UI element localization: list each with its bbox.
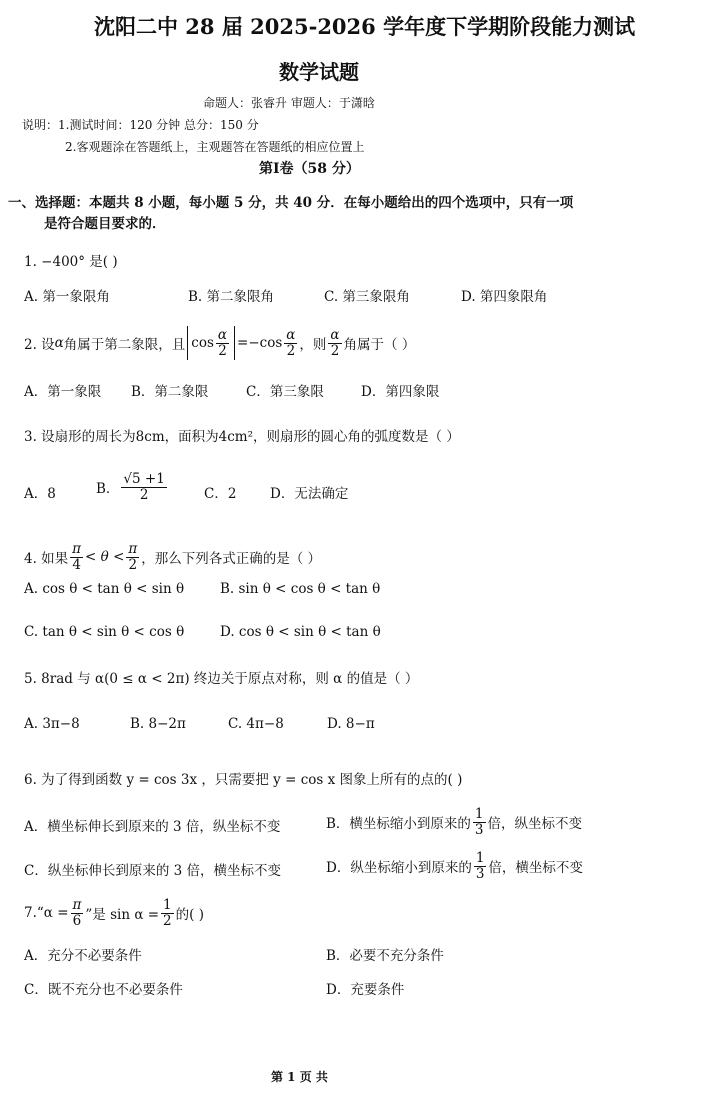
q5-option-b: B. 8−2π: [130, 716, 186, 732]
q6-option-a: A．横坐标伸长到原来的 3 倍，纵坐标不变: [24, 819, 281, 835]
q6-option-b: [326, 800, 582, 844]
q3-option-c: C．2: [204, 486, 237, 502]
q2-text-2: 角属于第二象限，且: [63, 337, 186, 353]
q2-eq: =−cos: [237, 335, 283, 351]
q2-absolute-value: [187, 326, 235, 360]
q4-frac1-den: 4: [72, 556, 81, 573]
q4-frac2-num: π: [128, 541, 138, 558]
q2-frac1-num: α: [217, 327, 228, 344]
q3-option-b-den: 2: [139, 486, 149, 503]
q7-text-3: 的( ): [175, 907, 204, 923]
q2-alpha: α: [54, 335, 64, 351]
q6-option-b-post: 倍，纵坐标不变: [487, 816, 583, 832]
q5-stem: 5. 8rad 与 α(0 ≤ α < 2π) 终边关于原点对称，则 α 的值是（ ）: [24, 671, 419, 687]
q7-option-b: B．必要不充分条件: [326, 948, 444, 964]
q5-option-c: C. 4π−8: [228, 716, 284, 732]
q4-text-2: ，那么下列各式正确的是（ ）: [141, 551, 322, 567]
q2-frac2-den: 2: [286, 342, 296, 359]
q4-fraction-2: [126, 542, 139, 571]
q6-option-b-fraction: [473, 807, 486, 836]
q2-option-d: D．第四象限: [361, 384, 440, 400]
note-line-1: 说明：1.测试时间：120 分钟 总分：150 分: [22, 118, 259, 132]
q2-stem: [24, 323, 415, 363]
q2-frac3-num: α: [330, 327, 340, 344]
q7-stem: [24, 893, 204, 933]
q7-frac2-num: 1: [163, 897, 172, 914]
q4-option-c: C. tan θ < sin θ < cos θ: [24, 624, 185, 640]
q5-option-d: D. 8−π: [327, 716, 375, 732]
q2-text-1: 2. 设: [24, 337, 55, 353]
q3-option-b: [96, 465, 169, 509]
exam-title: 沈阳二中 28 届 2025-2026 学年度下学期阶段能力测试: [94, 14, 636, 39]
q3-option-b-num: √5 +1: [123, 471, 165, 488]
page-footer: 第 1 页 共: [271, 1070, 328, 1084]
q6-option-d-fraction: [474, 851, 487, 880]
q6-option-d-post: 倍，横坐标不变: [488, 860, 583, 876]
q2-frac2-num: α: [286, 327, 296, 344]
q7-frac1-den: 6: [72, 912, 82, 929]
q4-inequality: < θ <: [85, 549, 125, 565]
q1-option-a: A. 第一象限角: [24, 289, 110, 305]
q3-option-d: D．无法确定: [270, 486, 349, 502]
q2-text-4: 角属于（ ）: [343, 337, 416, 353]
q7-text-2: ”是 sin α =: [85, 907, 160, 923]
q3-option-b-label: B．: [96, 481, 120, 497]
q4-frac2-den: 2: [128, 556, 138, 573]
q1-option-c: C. 第三象限角: [324, 289, 410, 305]
q2-frac1-den: 2: [218, 342, 227, 359]
section-instructions-1: 一、选择题：本题共 8 小题，每小题 5 分，共 40 分．在每小题给出的四个选项中，只有一项: [8, 195, 574, 211]
subject-title: 数学试题: [279, 60, 359, 84]
q5-option-a: A. 3π−8: [24, 716, 80, 732]
q2-frac3-den: 2: [330, 342, 340, 359]
q6-option-d-num: 1: [475, 850, 485, 867]
q6-option-d-den: 3: [475, 865, 485, 882]
q6-option-d: [326, 844, 583, 888]
q3-option-a: A．8: [24, 486, 56, 502]
q7-option-d: D．充要条件: [326, 982, 405, 998]
q6-option-b-num: 1: [474, 806, 484, 823]
q2-fraction-1: [216, 328, 229, 357]
q6-option-d-pre: D．纵坐标缩小到原来的: [326, 860, 472, 876]
q4-text-1: 4. 如果: [24, 551, 69, 567]
q2-option-a: A．第一象限: [24, 384, 102, 400]
q2-text-3: ，则: [299, 337, 327, 353]
volume-heading: 第Ⅰ卷（58 分）: [259, 161, 360, 177]
q3-option-b-fraction: [121, 472, 166, 501]
section-instructions-2: 是符合题目要求的．: [44, 216, 166, 232]
q2-option-b: B．第二象限: [131, 384, 209, 400]
q4-fraction-1: [70, 542, 83, 571]
q4-option-b: B. sin θ < cos θ < tan θ: [220, 581, 381, 597]
q4-option-a: A. cos θ < tan θ < sin θ: [24, 581, 185, 597]
note-line-2: 2.客观题涂在答题纸上，主观题答在答题纸的相应位置上: [65, 140, 365, 154]
q4-stem: [24, 537, 321, 577]
q6-option-c: C．纵坐标伸长到原来的 3 倍，横坐标不变: [24, 863, 282, 879]
q2-fraction-2: [284, 328, 297, 357]
authors-line: 命题人：张睿升 审题人：于潇晗: [203, 96, 375, 110]
q2-cos: cos: [191, 335, 214, 351]
q6-stem: 6. 为了得到函数 y = cos 3x ，只需要把 y = cos x 图象上所有的点的( ): [24, 772, 463, 788]
q7-text-1: 7.“α =: [24, 905, 69, 921]
q4-option-d: D. cos θ < sin θ < tan θ: [220, 624, 381, 640]
q2-fraction-3: [328, 328, 341, 357]
q7-fraction-2: [161, 898, 174, 927]
q1-stem: 1. −400° 是( ): [24, 254, 118, 270]
q7-frac1-num: π: [72, 897, 82, 914]
q3-stem: 3. 设扇形的周长为8cm，面积为4cm²，则扇形的圆心角的弧度数是（ ）: [24, 429, 460, 445]
q6-option-b-den: 3: [474, 821, 484, 838]
q7-frac2-den: 2: [163, 912, 172, 929]
q7-option-a: A．充分不必要条件: [24, 948, 142, 964]
q1-option-d: D. 第四象限角: [461, 289, 548, 305]
q7-option-c: C．既不充分也不必要条件: [24, 982, 183, 998]
q2-option-c: C．第三象限: [246, 384, 324, 400]
q7-fraction-1: [71, 898, 84, 927]
q1-option-b: B. 第二象限角: [188, 289, 275, 305]
q6-option-b-pre: B．横坐标缩小到原来的: [326, 816, 471, 832]
q4-frac1-num: π: [72, 541, 82, 558]
